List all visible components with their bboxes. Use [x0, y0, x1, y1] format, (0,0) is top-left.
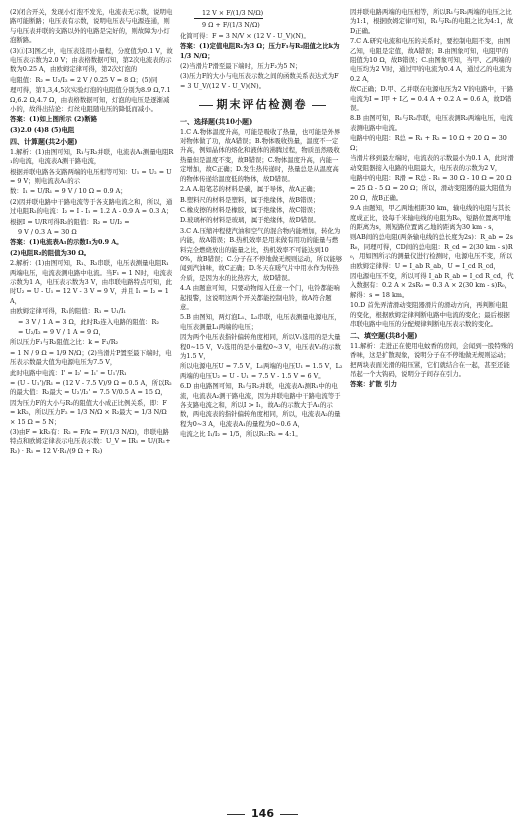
paragraph: (3)压力F的大小与电压表示数之间的函数关系表达式为F = 3 U_V/(12 V - U_V)(N)。 — [180, 72, 339, 90]
paragraph: B.塑料尺的材料是塑料，属于绝缘体，故B错误； — [180, 195, 320, 204]
answer-line: (2)电阻R₂的阻值为30 Ω。 — [10, 248, 91, 257]
paragraph: 电路中的电阻：R滑 = R总 - R₁ = 30 Ω - 10 Ω = 20 Ω — [350, 173, 512, 182]
paragraph: 由欧姆定律可得，R₁的阻值：R₁ = U₁/I₁ — [10, 307, 127, 316]
paragraph: 电路中的电阻：R总 = R₁ + R₂ = 10 Ω + 20 Ω = 30 Ω； — [350, 134, 507, 152]
equation: 9 V / 0.3 A = 30 Ω — [18, 227, 77, 236]
equation: = U₂/I₂ = 9 V / 1 A = 9 Ω， — [18, 328, 105, 336]
paragraph: (2)闭合开关，发现小灯泡不发光，电流表无示数，说明电路可能断路；电压表有示数，说明电压表与电源连通，则与电压表并联的支路以外的电路是完好的，则故障为小灯泡断路。 — [10, 8, 173, 45]
answer-line: 答案：扩散 引力 — [350, 380, 397, 389]
footer-rule-left — [227, 814, 245, 815]
paragraph: 6.D 由电路图可知，R₁与R₂并联，电流表A₁测R₁中的电流，电流表A₂测干路电流，因为并联电路中干路电流等于各支路电流之和，所以I > I₁，故A₂的示数大于A₁的示数，两电流表的指针偏转角度相同，所以，电流表A₂的量程为0~3 A，电流表A₁的量程为0~0.6 A， — [180, 382, 341, 428]
paragraph: D.玻璃杯的材料是玻璃，属于绝缘体，故D错误。 — [180, 216, 320, 225]
title-rule-left — [199, 105, 213, 106]
paragraph: 根据并联电路各支路两端的电压相等可知：U₁ = U₂ = U = 9 V；则电流表A₁的示 — [10, 167, 172, 185]
paragraph: 1.C A.物体温度升高，可能是吸收了热量，也可能是外界对物体做了功，故A错误；B.物体吸收热量，温度不一定升高，例如晶体的熔化和液体的沸腾过程，物质虽然吸收热量但是温度不变，故B错误；C.物体温度升高，内能一定增加，故C正确；D.发生热传递时，热量总是从温度高的物体传递给温度低的物体，故D错误。 — [180, 127, 341, 183]
paragraph: 3.C A.压缩冲程使汽油和空气的混合物内能增加，转化为内能，故A错误；B.热机效率是用来做有用功的能量与燃料完全燃烧放出的能量之比，热机效率不可能达到100%，故B错误；C.分子在不停地做无规则运动，所以能够闻到汽油味，故C正确；D.冬天在暖气片中用水作为传热介质，是因为水的比热容大，故D错误。 — [180, 226, 343, 282]
paragraph: C.橡皮擦的材料是橡胶，属于绝缘体，故C错误； — [180, 205, 320, 214]
three-column-layout — [10, 8, 517, 804]
paragraph: 当滑片移到最左端时，电流表的示数最小为0.1 A，此时滑动变阻器接入电路的电阻最大，电压表的示数为2 V， — [350, 154, 514, 172]
paragraph: 1.解析：(1)由图可知，R₁与R₂并联，电流表A₁测量电阻R₁的电流，电流表A测干路电流， — [10, 147, 174, 166]
paragraph: 理可得，第1,3,4,5次实验灯泡的电阻值分别为8.9 Ω,7.1 Ω,6.2 Ω,4.7 Ω，由表格数据可知，灯泡的电压是逐渐减小的，故得出结论：灯丝电阻随电压的降低而减小。 — [10, 86, 171, 114]
paragraph: 7.C A.研究电流和电压的关系时，要控制电阻不变，由图乙知，电阻是定值，故A错误；B.由图象可知，电阻甲的阻值为10 Ω，故B错误；C.由图象可知，当甲、乙两端的电压均为2 V时，通过甲的电流为0.4 A，通过乙的电流为0.2 A， — [350, 37, 512, 83]
paragraph: = (U - U₁')/R₁ = (12 V - 7.5 V)/9 Ω = 0.5 A，所以R₂的最大值：R₂最大 = U₂'/I₂' = 7.5 V/0.5 A = 15 Ω， — [10, 379, 172, 397]
paragraph: 根据I = U/R可得R₂的阻值：R₂ = U/I₂ = — [10, 217, 130, 226]
paragraph: = 1 N / 9 Ω = 1/9 N/Ω；(2)当滑片P置至最下端时，电压表示数最大值为电源电压为7.5 V， — [10, 348, 172, 367]
paragraph: 9.A 由题知，甲乙两地相距30 km，输电线的电阻与其长度成正比，设每千米输电线的电阻为R₀，短路位置离甲地的距离为s，则短路位置离乙地的距离为30 km - s， — [350, 204, 511, 231]
paragraph: 因为压力F的大小与R₂的阻值大小成正比例关系，即：F = kR₂，所以压力F₂ = 1/3 N/Ω × R₂最大 = 1/3 N/Ω × 15 Ω = 5 N； — [10, 398, 167, 426]
section-heading: 四、计算题(共2小题) — [10, 137, 78, 147]
paragraph: 此时电路中电流：I' = I₂' = I₁' = U₁'/R₁ — [10, 368, 127, 377]
page-number: 146 — [251, 807, 274, 820]
equation-numerator: 12 V × F/(1/3 N/Ω) — [194, 9, 263, 19]
paragraph: 2.A A.铅笔芯的材料是碳，属于导体，故A正确； — [180, 185, 320, 194]
paragraph: 电流之比 I₁/I₂ = 1/5，所以R₁:R₂ = 4:1。 — [180, 430, 302, 439]
paragraph: (2)当滑片P滑至最下端时，压力F₂为5 N； — [180, 62, 302, 71]
column-3 — [350, 8, 514, 804]
section-title — [180, 97, 344, 113]
column-2 — [180, 8, 344, 804]
paragraph: 4.A 由题意可知，只要动物闯入任意一个门，电铃都能响起报警，这说明这两个开关都能控制电铃，故A符合题意。 — [180, 284, 340, 311]
section-heading: 一、选择题(共10小题) — [180, 117, 253, 127]
paragraph: 因为两个电压表指针偏转角度相同，所以V₁选用的是大量程0~15 V，V₂选用的是小量程0~3 V，电压表V₂的示数为1.5 V， — [180, 333, 341, 360]
paragraph: = 25 Ω - 5 Ω = 20 Ω；所以，滑动变阻器的最大阻值为20 Ω，故B正确。 — [350, 184, 512, 202]
paragraph: 8.B 由图可知，R₁与R₂串联，电压表测R₂两端电压，电流表测电路中电流。 — [350, 114, 513, 132]
column-1 — [10, 8, 174, 804]
section-title-text: 期末评估检测卷 — [216, 98, 308, 112]
footer-rule-right — [280, 814, 298, 815]
equation: = 3 V / 1 A = 3 Ω，此时R₂连入电路的阻值：R₂ — [18, 317, 159, 326]
paragraph: 10.D 首先弄清滑动变阻器滑片的滑动方向，再判断电阻的变化，根据欧姆定律判断电路中电流的变化；最后根据串联电路中电压的分配规律判断电压表示数的变化。 — [350, 301, 510, 328]
paragraph: 因电源电压不变，所以可得 I_ab R_ab = I_cd R_cd，代入数据有：0.2 A × 2sR₀ = 0.3 A × 2(30 km - s)R₀，解得：s = 18 km。 — [350, 271, 514, 299]
answer-line: 答案：(1)定值电阻R₁为3 Ω；压力F₁与R₂阻值之比k为1/3 N/Ω； — [180, 42, 340, 60]
paragraph: 电阻值：R₂ = U₂/I₂ = 2 V / 0.25 V = 8 Ω；(5)同 — [10, 75, 158, 84]
paragraph: 2.解析：(1)由图可知，R₁、R₂串联，电压表测量电阻R₁两端电压，电流表测电路中电流。当F₁ = 1 N时，电流表示数为1 A，电压表示数为3 V，由串联电路特点可知，此时U₂ = U - U₁ = 12 V - 3 V = 9 V，并且 I₁ = I₂ = 1 A， — [10, 259, 173, 305]
paragraph: 数：I₁ = U/R₁ = 9 V / 10 Ω = 0.9 A； — [10, 187, 127, 196]
paragraph: 5.B 由图知，两灯泡L₁、L₂串联，电压表测量电源电压，电压表测量L₁两端的电压； — [180, 313, 341, 331]
paragraph: 化简可得：F = 3 N/V × (12 V - U_V)(N)。 — [180, 31, 310, 40]
equation-denominator: 9 Ω + F/(1/3 N/Ω) — [202, 21, 260, 30]
answer-line: 答案：(1)如上图所示 (2)断路 — [10, 115, 98, 124]
page-footer — [0, 807, 525, 820]
paragraph: 11.解析：走进正在使用电蚊香的房间，会闻到一股特殊的香味，这是扩散现象，说明分子在不停地做无规则运动；把两块表面光滑的铅压紧，它们就结合在一起，甚至还能吊起一个大钩码，说明分子间存在引力。 — [350, 341, 514, 379]
section-heading: 二、填空题(共8小题) — [350, 331, 418, 341]
paragraph: 所以压力F₁与R₂阻值之比：k = F₁/R₂ — [10, 338, 119, 347]
answer-line: 答案：(1)电流表A₁的示数I₁为0.9 A。 — [10, 238, 123, 247]
paragraph: 因并联电路两端的电压相等，所以R₁与R₂两端的电压之比为1:1，根据欧姆定律可知，R₁与R₂的电阻之比为4:1，故D正确。 — [350, 8, 514, 35]
answer-line: (3)2.0 (4)8 (5)电阻 — [10, 125, 75, 134]
paragraph: (3)①[3]图乙中，电压表选用小量程，分度值为0.1 V，故电压表示数为2.0 V；由表格数据可知，第2次电流表的示数为0.25 A，由欧姆定律可得，第2次灯泡的 — [10, 46, 173, 74]
title-rule-right — [312, 105, 326, 106]
paragraph: 故C正确；D.甲、乙并联在电源电压为2 V的电路中，干路电流为I = I甲 + I乙 = 0.4 A + 0.2 A = 0.6 A，故D错误。 — [350, 85, 514, 113]
paragraph: 则AB间的总电阻(两条输电线的总长度为2s)：R_ab = 2sR₀，同理可得，CD间的总电阻：R_cd = 2(30 km - s)R₀，用如图所示的测量仪进行检测时，电源电压不变，所以由欧姆定律得：U = I_ab R_ab，U = I_cd R_cd， — [350, 233, 513, 270]
paragraph: (2)因并联电路中干路电流等于各支路电流之和，所以，通过电阻R₂的电流：I₂ = I - I₁ = 1.2 A - 0.9 A = 0.3 A； — [10, 197, 173, 216]
paragraph: (3)由F = kR₂有：R₂ = F/k = F/(1/3 N/Ω)，串联电路特点和欧姆定律表示电压表示数：U_V = IR₁ = U/(R₁+R₂) · R₁ = 12 V·R₁/(9 Ω + R₂) — [10, 428, 171, 455]
paragraph: 所以电源电压U = 7.5 V，L₁两端的电压U₁ = 1.5 V，L₂两端的电压U₂ = U - U₁ = 7.5 V - 1.5 V = 6 V。 — [180, 362, 343, 380]
